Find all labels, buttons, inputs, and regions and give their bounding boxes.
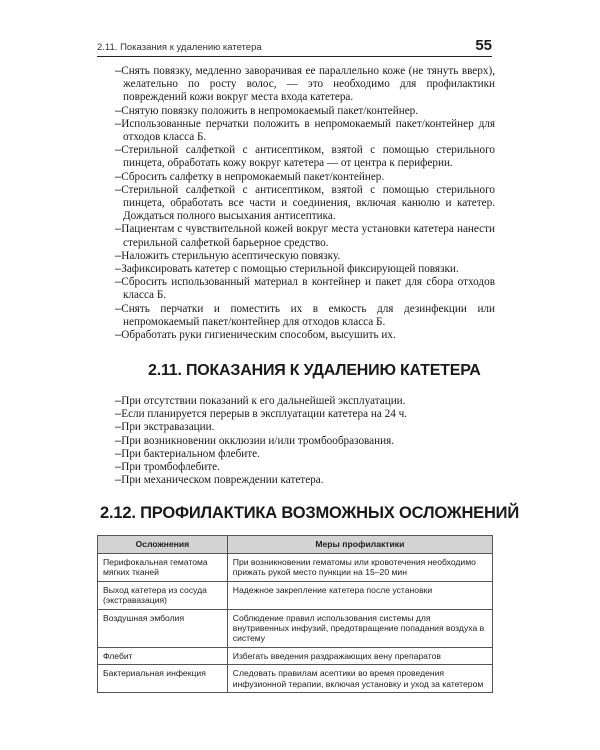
table-row	[98, 665, 493, 693]
dash-bullet: –	[115, 65, 122, 77]
procedure-steps-list	[115, 65, 495, 342]
table-row	[98, 554, 493, 582]
dash-bullet: –	[115, 408, 122, 421]
section-heading-removal-indications: 2.11. ПОКАЗАНИЯ К УДАЛЕНИЮ КАТЕТЕРА	[148, 362, 481, 379]
list-item	[115, 421, 495, 434]
dash-bullet: –	[115, 183, 122, 196]
list-item-text: Сбросить использованный материал в контейнер и пакет для сбора отходов класса Б.	[121, 276, 495, 302]
complication-cell: Выход катетера из сосуда (экстравазация)	[98, 581, 228, 609]
list-item	[115, 171, 495, 184]
list-item-text: При экстравазации.	[121, 421, 215, 434]
dash-bullet: –	[115, 421, 122, 434]
dash-bullet: –	[115, 223, 122, 236]
section-heading-complication-prevention: 2.12. ПРОФИЛАКТИКА ВОЗМОЖНЫХ ОСЛОЖНЕНИЙ	[100, 504, 520, 522]
list-item-text: Наложить стерильную асептическую повязку.	[121, 249, 341, 262]
dash-bullet: –	[115, 249, 122, 262]
dash-bullet: –	[115, 461, 122, 474]
list-item	[115, 474, 495, 487]
list-item-text: Обработать руки гигиеническим способом, высушить их.	[121, 329, 396, 342]
dash-bullet: –	[115, 170, 122, 183]
list-item-text: Стерильной салфеткой с антисептиком, взятой с помощью стерильного пинцета, обработать кожу вокруг катетера — от центра к периферии.	[121, 144, 495, 170]
dash-bullet: –	[115, 329, 122, 342]
dash-bullet: –	[115, 104, 122, 117]
dash-bullet: –	[115, 434, 122, 447]
table-row	[98, 581, 493, 609]
list-item	[115, 408, 495, 421]
list-item	[115, 118, 495, 144]
dash-bullet: –	[115, 302, 122, 315]
list-item	[115, 448, 495, 461]
complication-cell: Воздушная эмболия	[98, 609, 228, 647]
table-row	[98, 609, 493, 647]
prevention-cell: Избегать введения раздражающих вену препаратов	[227, 647, 492, 664]
list-item	[115, 144, 495, 170]
list-item	[115, 395, 495, 408]
list-item-text: При механическом повреждении катетера.	[121, 474, 324, 487]
list-item	[115, 303, 495, 329]
page-number: 55	[475, 37, 492, 54]
prevention-cell: Соблюдение правил использования системы для внутривенных инфузий, предотвращение попадания воздуха в систему	[227, 609, 492, 647]
list-item	[115, 65, 495, 105]
complications-table	[97, 535, 493, 693]
column-header-prevention: Меры профилактики	[227, 536, 492, 554]
complication-cell: Бактериальная инфекция	[98, 665, 228, 693]
column-header-complications: Осложнения	[98, 536, 228, 554]
list-item	[115, 435, 495, 448]
removal-indications-list	[115, 395, 495, 487]
list-item-text: Пациентам с чувствительной кожей вокруг места установки катетера нанести стерильной салфеткой барьерное средство.	[121, 223, 495, 249]
prevention-cell: Надежное закрепление катетера после установки	[227, 581, 492, 609]
complication-cell: Флебит	[98, 647, 228, 664]
list-item-text: При бактериальном флебите.	[121, 447, 260, 460]
list-item	[115, 223, 495, 249]
list-item	[115, 329, 495, 342]
list-item-text: При тромбофлебите.	[121, 461, 220, 474]
list-item-text: При отсутствии показаний к его дальнейшей эксплуатации.	[121, 395, 406, 407]
list-item-text: Если планируется перерыв в эксплуатации катетера на 24 ч.	[121, 408, 408, 421]
dash-bullet: –	[115, 263, 122, 276]
list-item	[115, 250, 495, 263]
dash-bullet: –	[115, 395, 122, 407]
list-item-text: Сбросить салфетку в непромокаемый пакет/контейнер.	[121, 170, 385, 183]
list-item	[115, 276, 495, 302]
list-item	[115, 461, 495, 474]
list-item-text: Снятую повязку положить в непромокаемый пакет/контейнер.	[121, 104, 419, 117]
list-item-text: При возникновении окклюзии и/или тромбообразования.	[121, 434, 395, 447]
list-item-text: Снять перчатки и поместить их в емкость для дезинфекции или непромокаемый пакет/контейнер для отходов класса Б.	[121, 302, 495, 328]
list-item-text: Снять повязку, медленно заворачивая ее параллельно коже (не тянуть вверх), желательно по росту волос, — это необходимо для профилактики повреждений кожи вокруг места входа катетера.	[121, 65, 495, 104]
table-header-row	[98, 536, 493, 554]
dash-bullet: –	[115, 474, 122, 487]
prevention-cell: Следовать правилам асептики во время проведения инфузионной терапии, включая установку и уход за катетером	[227, 665, 492, 693]
list-item-text: Использованные перчатки положить в непромокаемый пакет/контейнер для отходов класса Б.	[121, 117, 495, 144]
list-item	[115, 184, 495, 224]
prevention-cell: При возникновении гематомы или кровотечения необходимо прижать рукой место пункции на 15–20 мин	[227, 554, 492, 582]
list-item-text: Зафиксировать катетер с помощью стерильной фиксирующей повязки.	[121, 263, 459, 276]
dash-bullet: –	[115, 117, 122, 130]
dash-bullet: –	[115, 144, 122, 157]
list-item-text: Стерильной салфеткой с антисептиком, взятой с помощью стерильного пинцета, обработать все части и соединения, включая канюлю и катетер. Дождаться полного высыхания антисептика.	[121, 183, 495, 223]
running-title: 2.11. Показания к удалению катетера	[97, 42, 262, 53]
list-item	[115, 263, 495, 276]
complication-cell: Перифокальная гематома мягких тканей	[98, 554, 228, 582]
table-row	[98, 647, 493, 664]
list-item	[115, 105, 495, 118]
dash-bullet: –	[115, 447, 122, 460]
dash-bullet: –	[115, 276, 122, 289]
running-head	[97, 37, 492, 57]
